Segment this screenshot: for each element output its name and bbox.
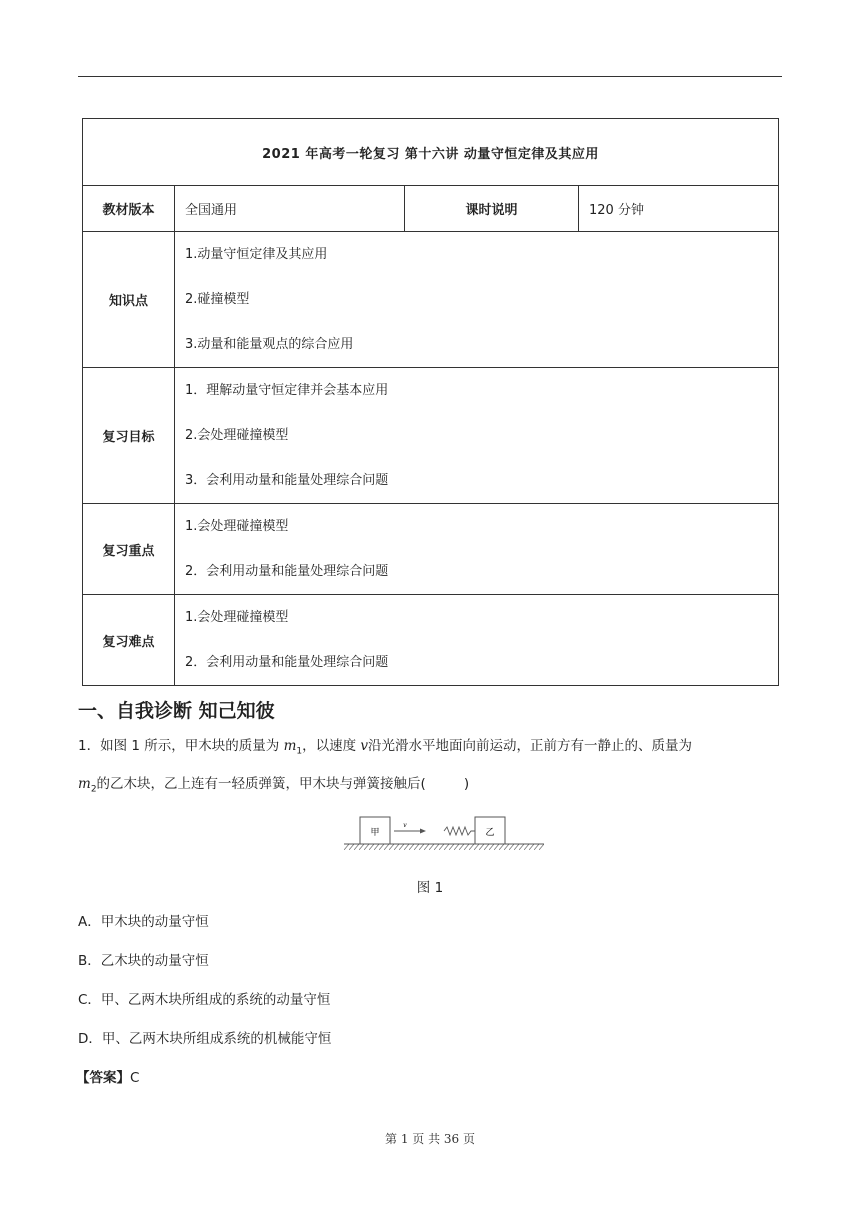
info-table <box>82 118 779 686</box>
mass-symbol: m <box>78 776 91 792</box>
edition-label: 教材版本 <box>83 186 175 232</box>
velocity-arrowhead <box>420 829 426 834</box>
doc-title: 2021 年高考一轮复习 第十六讲 动量守恒定律及其应用 <box>83 119 779 186</box>
knowledge-item: 3.动量和能量观点的综合应用 <box>185 337 354 352</box>
question-line-2 <box>78 774 469 800</box>
question-text: 沿光滑水平地面向前运动，正前方有一静止的、质量为 <box>368 738 693 754</box>
block-a-label: 甲 <box>370 828 380 838</box>
goals-label: 复习目标 <box>83 368 175 504</box>
option-a: A．甲木块的动量守恒 <box>78 914 209 930</box>
answer-value: C <box>130 1070 140 1086</box>
header-rule <box>78 76 782 77</box>
mass-symbol: m <box>283 738 297 754</box>
velocity-label: v <box>403 822 407 829</box>
goal-item: 3．会利用动量和能量处理综合问题 <box>185 473 389 488</box>
focus-items <box>175 504 779 595</box>
section-heading: 一、自我诊断 知己知彼 <box>78 700 275 722</box>
block-b-label: 乙 <box>485 828 495 838</box>
answer-label: 【答案】 <box>76 1070 130 1086</box>
difficulty-items <box>175 595 779 686</box>
goal-item: 2.会处理碰撞模型 <box>185 428 289 443</box>
focus-item: 2．会利用动量和能量处理综合问题 <box>185 564 389 579</box>
figure-caption: 图 1 <box>416 880 444 896</box>
focus-item: 1.会处理碰撞模型 <box>185 519 289 534</box>
difficulty-item: 2．会利用动量和能量处理综合问题 <box>185 655 389 670</box>
difficulty-label: 复习难点 <box>83 595 175 686</box>
option-d: D．甲、乙两木块所组成系统的机械能守恒 <box>78 1031 332 1047</box>
edition-value: 全国通用 <box>175 186 405 232</box>
velocity-symbol: v <box>360 738 369 754</box>
mass-subscript: 1 <box>296 746 303 757</box>
knowledge-item: 1.动量守恒定律及其应用 <box>185 247 328 262</box>
question-line-1 <box>78 736 692 762</box>
knowledge-items <box>175 232 779 368</box>
goals-items <box>175 368 779 504</box>
collision-figure <box>344 814 548 856</box>
option-b: B．乙木块的动量守恒 <box>78 953 209 969</box>
spring <box>444 827 475 835</box>
answer-line <box>76 1068 139 1088</box>
knowledge-item: 2.碰撞模型 <box>185 292 250 307</box>
question-text: ，以速度 <box>302 738 361 754</box>
ground-hatch <box>344 844 544 850</box>
page-footer: 第 1 页 共 36 页 <box>385 1132 475 1146</box>
question-text: 的乙木块，乙上连有一轻质弹簧，甲木块与弹簧接触后( <box>96 776 426 792</box>
difficulty-item: 1.会处理碰撞模型 <box>185 610 289 625</box>
duration-label: 课时说明 <box>405 186 579 232</box>
knowledge-label: 知识点 <box>83 232 175 368</box>
mass-subscript: 2 <box>90 784 97 795</box>
question-text: ) <box>463 776 470 792</box>
goal-item: 1．理解动量守恒定律并会基本应用 <box>185 383 389 398</box>
option-c: C．甲、乙两木块所组成的系统的动量守恒 <box>78 992 331 1008</box>
focus-label: 复习重点 <box>83 504 175 595</box>
duration-value: 120 分钟 <box>579 186 779 232</box>
question-text: 1．如图 1 所示，甲木块的质量为 <box>78 738 284 754</box>
